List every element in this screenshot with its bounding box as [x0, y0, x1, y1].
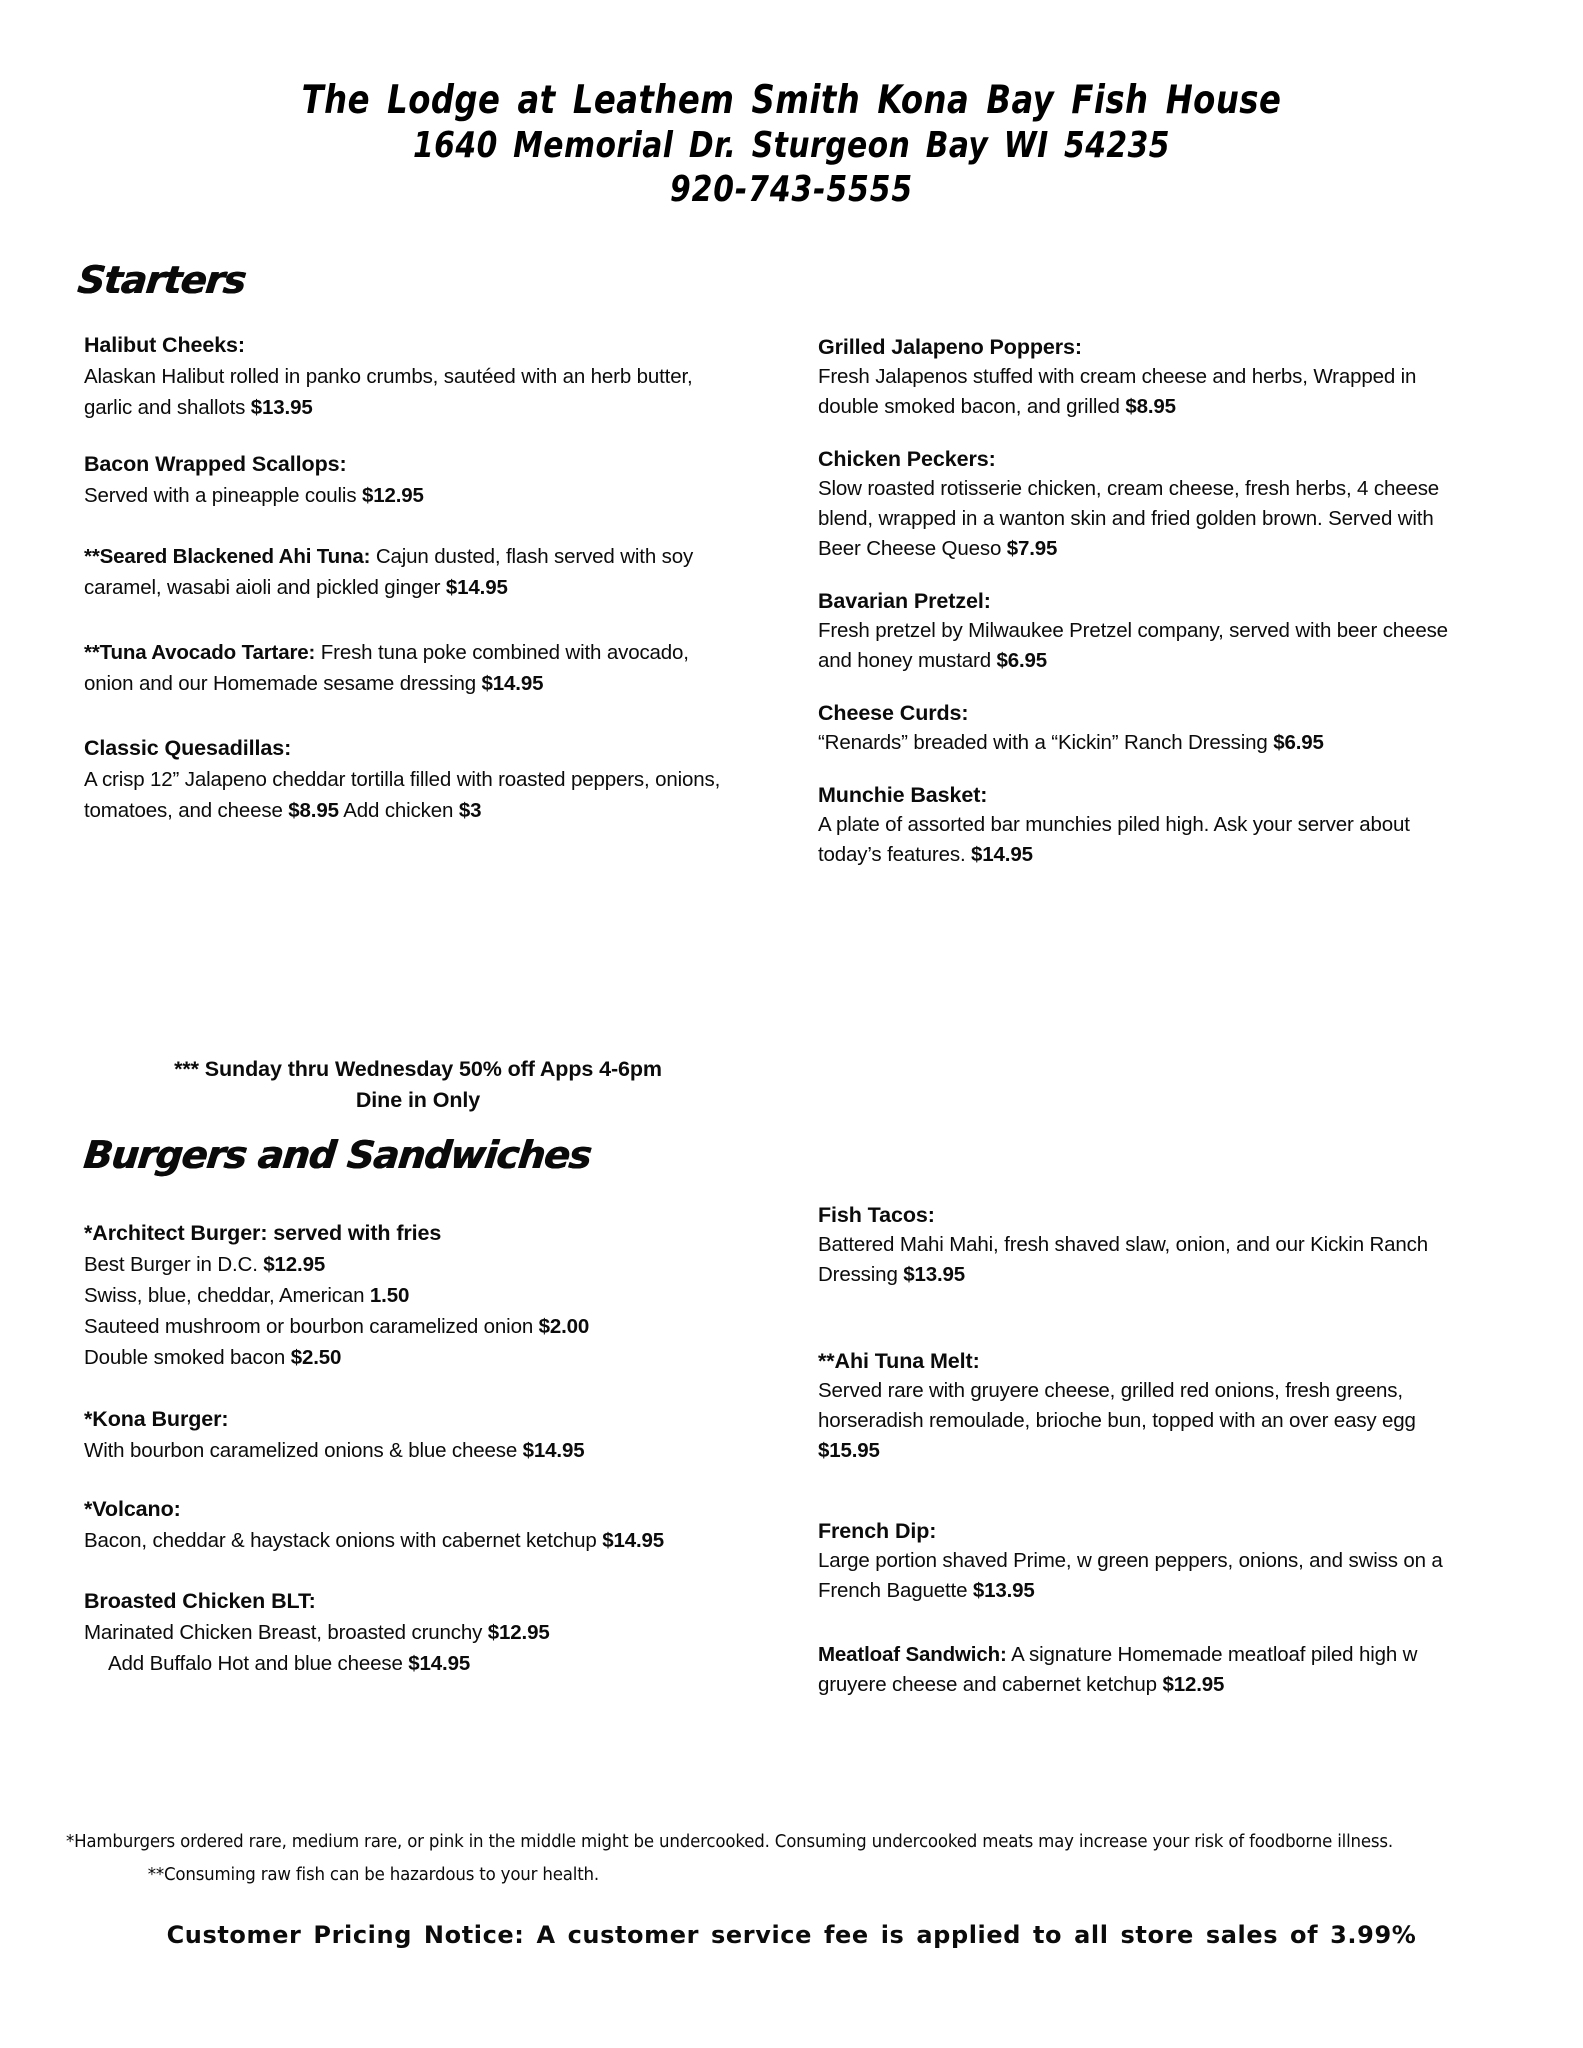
- item-desc-text: A signature Homemade meatloaf piled high w gruyere cheese and cabernet ketchup: [818, 1643, 1418, 1696]
- item-price: $8.95: [288, 799, 339, 822]
- item-name: Fish Tacos:: [818, 1203, 935, 1227]
- item-price: $6.95: [996, 649, 1048, 672]
- starters-heading-text: Starters: [75, 258, 248, 302]
- item-description: [84, 541, 734, 603]
- menu-item: [818, 1640, 1458, 1700]
- item-name: Munchie Basket:: [818, 783, 988, 807]
- item-price: $13.95: [903, 1263, 966, 1286]
- item-option-line: [84, 1342, 734, 1373]
- option-price: $12.95: [263, 1253, 326, 1276]
- item-name: *Kona Burger:: [84, 1407, 229, 1431]
- item-desc-text: Fresh tuna poke combined with avocado, onion and our Homemade sesame dressing: [84, 641, 689, 695]
- item-desc-text: Served rare with gruyere cheese, grilled red onions, fresh greens, horseradish remoulade, brioche bun, topped with an over easy egg: [818, 1379, 1416, 1432]
- restaurant-address: 1640 Memorial Dr. Sturgeon Bay WI 54235: [412, 125, 1171, 166]
- item-description: [818, 616, 1458, 676]
- item-addon-text: Add chicken: [338, 799, 459, 822]
- item-name: *Volcano:: [84, 1497, 181, 1521]
- item-description: [818, 728, 1458, 758]
- item-name: Meatloaf Sandwich:: [818, 1643, 1007, 1666]
- item-desc-text: Large portion shaved Prime, w green peppers, onions, and swiss on a French Baguette: [818, 1549, 1443, 1602]
- item-desc-text: Fresh Jalapenos stuffed with cream cheese and herbs, Wrapped in double smoked bacon, and grilled: [818, 365, 1417, 418]
- option-price: $12.95: [487, 1621, 550, 1644]
- item-description: [84, 1525, 734, 1556]
- item-option-line: [84, 1280, 734, 1311]
- item-description: [818, 810, 1458, 870]
- menu-item: [818, 586, 1458, 676]
- burgers-left-column: [84, 1218, 734, 1705]
- burgers-heading-text: Burgers and Sandwiches: [81, 1133, 594, 1177]
- item-name: Grilled Jalapeno Poppers:: [818, 335, 1082, 359]
- item-description: [84, 361, 734, 423]
- starters-right-column: [818, 332, 1458, 896]
- item-option-line: [84, 1617, 734, 1648]
- item-description: [818, 1376, 1458, 1466]
- item-name: Cheese Curds:: [818, 701, 969, 725]
- option-price: $14.95: [408, 1652, 471, 1675]
- starters-section-heading: [75, 258, 248, 302]
- item-price: $12.95: [361, 484, 424, 507]
- item-desc-text: Slow roasted rotisserie chicken, cream cheese, fresh herbs, 4 cheese blend, wrapped in a wanton skin and fried golden brown. Served with Beer Cheese Queso: [818, 477, 1440, 560]
- menu-item: [818, 1200, 1458, 1290]
- option-price: 1.50: [369, 1284, 410, 1307]
- menu-item: [818, 1516, 1458, 1606]
- item-price: $12.95: [1162, 1673, 1225, 1696]
- menu-item: [84, 1218, 734, 1373]
- menu-item: [818, 444, 1458, 564]
- starters-left-column: [84, 330, 734, 852]
- item-name: **Ahi Tuna Melt:: [818, 1349, 980, 1373]
- option-text: Swiss, blue, cheddar, American: [84, 1284, 370, 1307]
- item-option-line: [84, 1648, 734, 1679]
- option-text: Marinated Chicken Breast, broasted crunchy: [84, 1621, 488, 1644]
- item-name: *Architect Burger: served with fries: [84, 1221, 442, 1245]
- option-price: $2.50: [290, 1346, 342, 1369]
- item-desc-text: Cajun dusted, flash served with soy caramel, wasabi aioli and pickled ginger: [84, 545, 694, 599]
- item-desc-text: A crisp 12” Jalapeno cheddar tortilla filled with roasted peppers, onions, tomatoes, and cheese: [84, 768, 721, 822]
- menu-item: [84, 637, 734, 699]
- item-price: $15.95: [818, 1439, 880, 1462]
- item-price: $14.95: [445, 576, 508, 599]
- promo-line-1: *** Sunday thru Wednesday 50% off Apps 4-6pm: [174, 1057, 662, 1081]
- item-price: $13.95: [250, 396, 313, 419]
- item-price: $8.95: [1125, 395, 1176, 418]
- undercooked-meat-disclaimer: *Hamburgers ordered rare, medium rare, or pink in the middle might be undercooked. Consuming undercooked meats may increase your risk of foodborne illness.: [66, 1832, 1393, 1852]
- item-name: Bavarian Pretzel:: [818, 589, 991, 613]
- item-desc-text: “Renards” breaded with a “Kickin” Ranch Dressing: [818, 731, 1274, 754]
- item-price: $7.95: [1006, 537, 1058, 560]
- item-desc-text: Served with a pineapple coulis: [84, 484, 362, 507]
- menu-item: [818, 780, 1458, 870]
- item-desc-text: Battered Mahi Mahi, fresh shaved slaw, onion, and our Kickin Ranch Dressing: [818, 1233, 1428, 1286]
- menu-item: [818, 698, 1458, 758]
- item-price: $13.95: [972, 1579, 1035, 1602]
- item-price: $14.95: [522, 1439, 585, 1462]
- raw-fish-disclaimer: **Consuming raw fish can be hazardous to your health.: [147, 1865, 599, 1885]
- option-text: Double smoked bacon: [84, 1346, 291, 1369]
- restaurant-phone: 920-743-5555: [669, 169, 914, 210]
- item-desc-text: A plate of assorted bar munchies piled high. Ask your server about today’s features.: [818, 813, 1410, 866]
- item-description: [84, 1435, 734, 1466]
- menu-item: [818, 332, 1458, 422]
- item-name: Chicken Peckers:: [818, 447, 996, 471]
- item-name: Bacon Wrapped Scallops:: [84, 452, 347, 476]
- menu-item: [84, 449, 734, 511]
- item-price: $14.95: [481, 672, 544, 695]
- item-price: $6.95: [1273, 731, 1324, 754]
- item-addon-price: $3: [458, 799, 482, 822]
- menu-item: [818, 1346, 1458, 1466]
- footer-disclaimer: [66, 1826, 1453, 1892]
- burgers-section-heading: [81, 1133, 594, 1177]
- item-name: Classic Quesadillas:: [84, 736, 292, 760]
- item-desc-text: Alaskan Halibut rolled in panko crumbs, sautéed with an herb butter, garlic and shallots: [84, 365, 693, 419]
- menu-item: [84, 1494, 734, 1556]
- item-desc-text: With bourbon caramelized onions & blue cheese: [84, 1439, 523, 1462]
- item-description: [818, 1640, 1458, 1700]
- item-option-line: [84, 1311, 734, 1342]
- menu-item: [84, 1586, 734, 1679]
- item-price: $14.95: [971, 843, 1033, 866]
- item-description: [818, 474, 1458, 564]
- restaurant-header: [0, 0, 1583, 212]
- item-name: **Tuna Avocado Tartare:: [84, 641, 316, 664]
- burgers-right-column: [818, 1200, 1458, 1726]
- option-text: Best Burger in D.C.: [84, 1253, 264, 1276]
- menu-item: [84, 330, 734, 423]
- item-name: Broasted Chicken BLT:: [84, 1589, 316, 1613]
- apps-promo-notice: [108, 1054, 728, 1116]
- item-desc-text: Fresh pretzel by Milwaukee Pretzel company, served with beer cheese and honey mustard: [818, 619, 1448, 672]
- item-description: [818, 362, 1458, 422]
- option-price: $2.00: [538, 1315, 590, 1338]
- option-text: Sauteed mushroom or bourbon caramelized onion: [84, 1315, 539, 1338]
- promo-line-2: Dine in Only: [355, 1088, 481, 1112]
- item-description: [84, 480, 734, 511]
- option-text: Add Buffalo Hot and blue cheese: [108, 1652, 409, 1675]
- item-desc-text: Bacon, cheddar & haystack onions with cabernet ketchup: [84, 1529, 603, 1552]
- menu-item: [84, 1404, 734, 1466]
- restaurant-name: The Lodge at Leathem Smith Kona Bay Fish House: [301, 78, 1282, 123]
- item-description: [84, 764, 734, 826]
- item-name: Halibut Cheeks:: [84, 333, 245, 357]
- item-name: **Seared Blackened Ahi Tuna:: [84, 545, 371, 568]
- menu-item: [84, 541, 734, 603]
- item-description: [818, 1546, 1458, 1606]
- item-price: $14.95: [602, 1529, 665, 1552]
- item-option-line: [84, 1249, 734, 1280]
- customer-pricing-notice: Customer Pricing Notice: A customer service fee is applied to all store sales of 3.99%: [166, 1921, 1417, 1949]
- item-name: French Dip:: [818, 1519, 937, 1543]
- item-description: [84, 637, 734, 699]
- menu-item: [84, 733, 734, 826]
- item-description: [818, 1230, 1458, 1290]
